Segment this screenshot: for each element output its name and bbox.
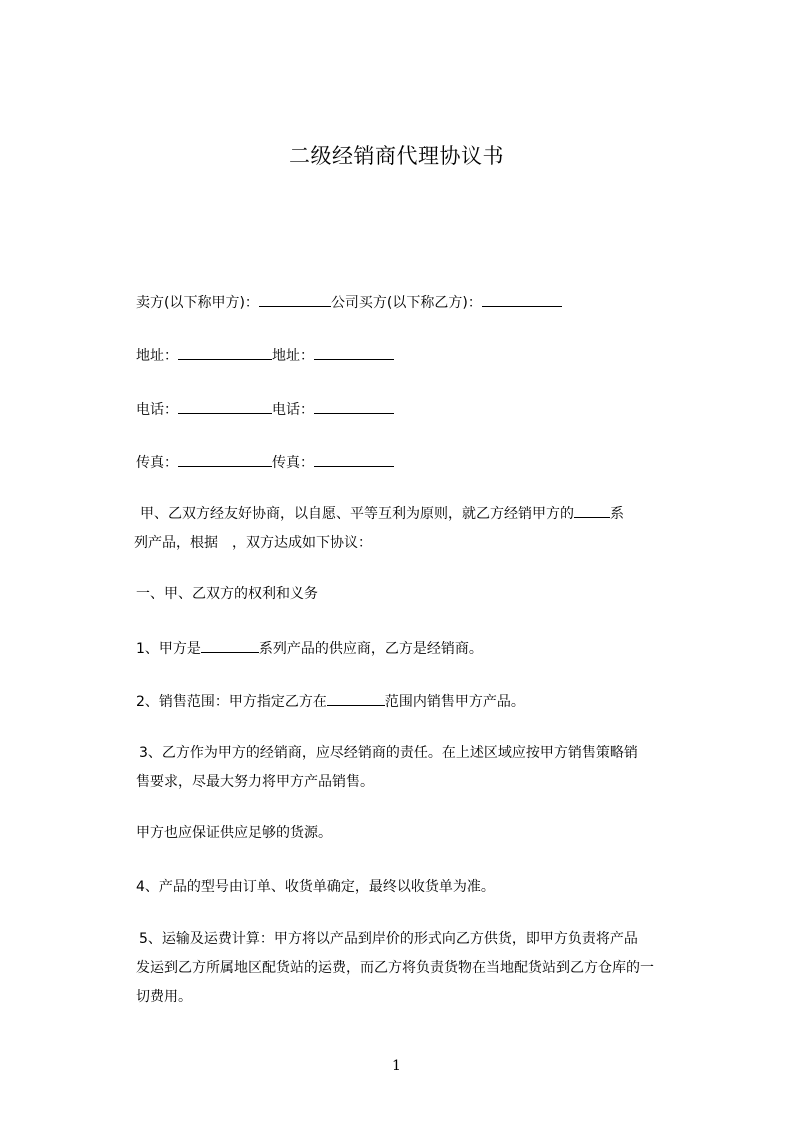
address-label-seller: 地址： — [136, 348, 178, 364]
clause-1-before: 1、甲方是 — [136, 641, 201, 657]
clause-4: 4、产品的型号由订单、收货单确定，最终以收货单为准。 — [136, 879, 495, 895]
clause-3-line1: 3、乙方作为甲方的经销商，应尽经销商的责任。在上述区域应按甲方销售策略销 — [139, 745, 638, 761]
clause-5-line1: 5、运输及运费计算：甲方将以产品到岸价的形式向乙方供货，即甲方负责将产品 — [139, 931, 638, 947]
intro-paragraph — [136, 500, 716, 558]
fax-blank-buyer — [314, 452, 394, 467]
buyer-blank — [482, 292, 562, 307]
seller-blank — [259, 292, 331, 307]
clause-1-blank — [201, 638, 259, 653]
page-number: 1 — [392, 1058, 401, 1074]
document-title: 二级经销商代理协议书 — [289, 144, 504, 168]
fax-line — [136, 452, 394, 473]
intro-text-part1: 甲、乙双方经友好协商，以自愿、平等互利为原则，就乙方经销甲方的 — [140, 506, 574, 522]
clause-3-line2: 售要求，尽最大努力将甲方产品销售。 — [136, 774, 374, 790]
phone-line — [136, 399, 394, 420]
clause-2-before: 2、销售范围：甲方指定乙方在 — [136, 694, 327, 710]
section1-heading: 一、甲、乙双方的权利和义务 — [136, 586, 318, 602]
clause-3-extra: 甲方也应保证供应足够的货源。 — [136, 825, 332, 841]
address-blank-buyer — [314, 345, 394, 360]
phone-label-seller: 电话： — [136, 402, 178, 418]
clause-2 — [136, 691, 525, 712]
phone-label-buyer: 电话： — [272, 402, 314, 418]
address-blank-seller — [178, 345, 272, 360]
address-label-buyer: 地址： — [272, 348, 314, 364]
phone-blank-seller — [178, 399, 272, 414]
seller-buyer-line — [136, 292, 562, 313]
seller-label: 卖方(以下称甲方)： — [136, 295, 259, 311]
intro-text-part2: 系 — [610, 506, 624, 522]
clause-5-line3: 切费用。 — [136, 989, 192, 1005]
address-line — [136, 345, 394, 366]
clause-1-after: 系列产品的供应商，乙方是经销商。 — [258, 641, 483, 657]
clause-1 — [136, 638, 483, 659]
clause-3 — [136, 739, 716, 797]
fax-blank-seller — [178, 452, 272, 467]
clause-2-blank — [327, 691, 385, 706]
fax-label-buyer: 传真： — [272, 455, 314, 471]
intro-blank — [574, 503, 610, 518]
clause-5 — [136, 925, 716, 1012]
clause-5-line2: 发运到乙方所属地区配货站的运费，而乙方将负责货物在当地配货站到乙方仓库的一 — [136, 960, 654, 976]
phone-blank-buyer — [314, 399, 394, 414]
fax-label-seller: 传真： — [136, 455, 178, 471]
intro-text-line2: 列产品，根据 ，双方达成如下协议： — [134, 535, 372, 551]
company-buyer-label: 公司买方(以下称乙方)： — [330, 295, 482, 311]
clause-2-after: 范围内销售甲方产品。 — [384, 694, 525, 710]
